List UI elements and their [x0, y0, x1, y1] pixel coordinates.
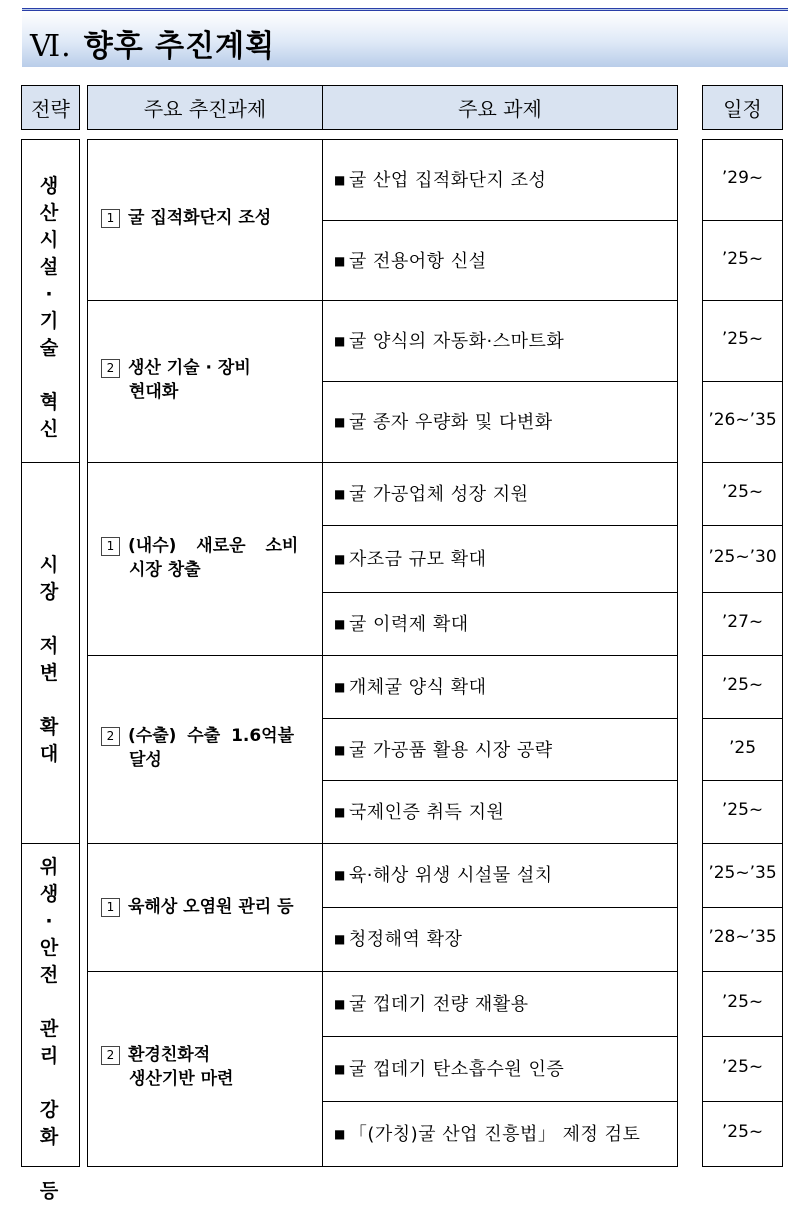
schedule-divider — [702, 525, 783, 526]
task-number: 1 — [101, 537, 120, 556]
task-line: 생산기반 마련 — [129, 1069, 234, 1089]
task-divider — [87, 843, 678, 844]
task-line: (수출) 수출 1.6억불 — [128, 726, 295, 746]
item-divider — [322, 907, 678, 908]
item-text: 굴 종자 우량화 및 다변화 — [348, 412, 553, 433]
task-number: 1 — [101, 209, 120, 228]
task-number: 2 — [101, 1046, 120, 1065]
task-label — [101, 1043, 316, 1091]
bullet-icon: ■ — [334, 552, 346, 566]
bullet-icon: ■ — [334, 173, 346, 187]
item-text: 굴 가공품 활용 시장 공략 — [348, 740, 553, 761]
bullet-icon: ■ — [334, 680, 346, 694]
item-divider — [322, 220, 678, 221]
item-row — [334, 480, 529, 506]
item-text: 굴 산업 집적화단지 조성 — [348, 170, 547, 191]
task-line: 달성 — [129, 750, 162, 770]
item-divider — [322, 381, 678, 382]
bullet-icon: ■ — [334, 932, 346, 946]
item-text: 굴 전용어항 신설 — [348, 251, 487, 272]
schedule-divider — [702, 1036, 783, 1037]
task-label — [101, 724, 316, 772]
task-divider — [87, 971, 678, 972]
task-line: 현대화 — [129, 382, 179, 402]
schedule-value: ’25~’35 — [708, 863, 777, 883]
schedule-value: ’29~ — [721, 168, 764, 188]
strategy-label: 시 장 저 변 확 대 — [39, 554, 59, 765]
task-line: 굴 집적화단지 조성 — [128, 208, 272, 228]
item-row — [334, 925, 462, 951]
item-divider — [322, 780, 678, 781]
schedule-value: ’27~ — [721, 612, 764, 632]
schedule-value: ’25~ — [721, 675, 764, 695]
bullet-icon: ■ — [334, 868, 346, 882]
task-item-divider — [322, 139, 323, 1167]
schedule-divider — [702, 780, 783, 781]
bullet-icon: ■ — [334, 743, 346, 757]
bullet-icon: ■ — [334, 487, 346, 501]
item-row — [334, 673, 487, 699]
task-label — [101, 356, 316, 404]
task-number: 1 — [101, 898, 120, 917]
item-text: 굴 가공업체 성장 지원 — [348, 484, 529, 505]
schedule-divider — [702, 462, 783, 463]
item-text: 「(가칭)굴 산업 진흥법」 제정 검토 — [348, 1124, 641, 1145]
header-schedule: 일정 — [702, 85, 783, 130]
section-title-text: 향후 추진계획 — [83, 29, 276, 64]
task-label — [101, 534, 316, 582]
strategy-label: 생 산 시 설 · 기 술 혁 신 — [39, 175, 59, 440]
item-text: 자조금 규모 확대 — [348, 549, 487, 570]
schedule-divider — [702, 1101, 783, 1102]
item-row — [334, 798, 504, 824]
item-row — [334, 1055, 564, 1081]
schedule-column — [702, 139, 783, 1167]
item-row — [334, 545, 487, 571]
item-divider — [322, 1036, 678, 1037]
schedule-value: ’25~’30 — [708, 547, 777, 567]
section-title — [30, 21, 275, 65]
schedule-value: ’25~ — [721, 992, 764, 1012]
item-row — [334, 736, 553, 762]
schedule-value: ’25~ — [721, 1057, 764, 1077]
strategy-label: 위 생 · 안 전 관 리 강 화 등 — [39, 856, 59, 1202]
schedule-value: ’25~ — [721, 249, 764, 269]
item-row — [334, 990, 529, 1016]
bullet-icon: ■ — [334, 1062, 346, 1076]
task-line: 생산 기술 · 장비 — [128, 358, 251, 378]
schedule-value: ’25~ — [721, 800, 764, 820]
bullet-icon: ■ — [334, 997, 346, 1011]
schedule-value: ’25~ — [721, 482, 764, 502]
task-divider — [87, 462, 678, 463]
item-text: 육·해상 위생 시설물 설치 — [348, 865, 553, 886]
bullet-icon: ■ — [334, 805, 346, 819]
schedule-value: ’25~ — [721, 329, 764, 349]
item-divider — [322, 592, 678, 593]
schedule-divider — [702, 220, 783, 221]
task-line: 육해상 오염원 관리 등 — [128, 897, 294, 917]
schedule-divider — [702, 655, 783, 656]
item-divider — [322, 718, 678, 719]
item-divider — [322, 1101, 678, 1102]
section-number: Ⅵ. — [30, 29, 72, 64]
schedule-value: ’25~ — [721, 1122, 764, 1142]
schedule-divider — [702, 381, 783, 382]
item-row — [334, 408, 553, 434]
strategy-divider — [21, 843, 80, 844]
header-task: 주요 추진과제 — [88, 86, 323, 129]
task-label — [101, 895, 316, 919]
item-row — [334, 247, 487, 273]
item-divider — [322, 525, 678, 526]
item-row — [334, 327, 564, 353]
header-item: 주요 과제 — [458, 97, 542, 121]
item-text: 개체굴 양식 확대 — [348, 677, 487, 698]
task-number: 2 — [101, 727, 120, 746]
task-divider — [87, 655, 678, 656]
schedule-value: ’25 — [728, 738, 757, 758]
schedule-divider — [702, 300, 783, 301]
bullet-icon: ■ — [334, 617, 346, 631]
schedule-divider — [702, 592, 783, 593]
task-line: (내수) 새로운 소비 — [128, 536, 299, 556]
schedule-divider — [702, 843, 783, 844]
item-row — [334, 610, 469, 636]
item-row — [334, 861, 553, 887]
bullet-icon: ■ — [334, 254, 346, 268]
item-text: 굴 껍데기 전량 재활용 — [348, 994, 529, 1015]
schedule-value: ’28~’35 — [708, 927, 777, 947]
schedule-value: ’26~’35 — [708, 410, 777, 430]
task-line: 시장 창출 — [129, 560, 201, 580]
task-line: 환경친화적 — [128, 1045, 211, 1065]
schedule-divider — [702, 971, 783, 972]
item-row — [334, 1120, 640, 1146]
strategy-divider — [21, 462, 80, 463]
item-text: 굴 껍데기 탄소흡수원 인증 — [348, 1059, 565, 1080]
schedule-divider — [702, 718, 783, 719]
task-number: 2 — [101, 359, 120, 378]
task-label — [101, 206, 316, 230]
header-strategy: 전략 — [21, 85, 80, 130]
item-text: 청정해역 확장 — [348, 929, 463, 950]
header-task-group — [87, 85, 678, 130]
section-title-band — [22, 8, 788, 67]
item-text: 국제인증 취득 지원 — [348, 802, 505, 823]
bullet-icon: ■ — [334, 1127, 346, 1141]
bullet-icon: ■ — [334, 415, 346, 429]
bullet-icon: ■ — [334, 334, 346, 348]
item-text: 굴 양식의 자동화·스마트화 — [348, 331, 565, 352]
item-text: 굴 이력제 확대 — [348, 614, 469, 635]
schedule-divider — [702, 907, 783, 908]
task-divider — [87, 300, 678, 301]
item-row — [334, 166, 546, 192]
